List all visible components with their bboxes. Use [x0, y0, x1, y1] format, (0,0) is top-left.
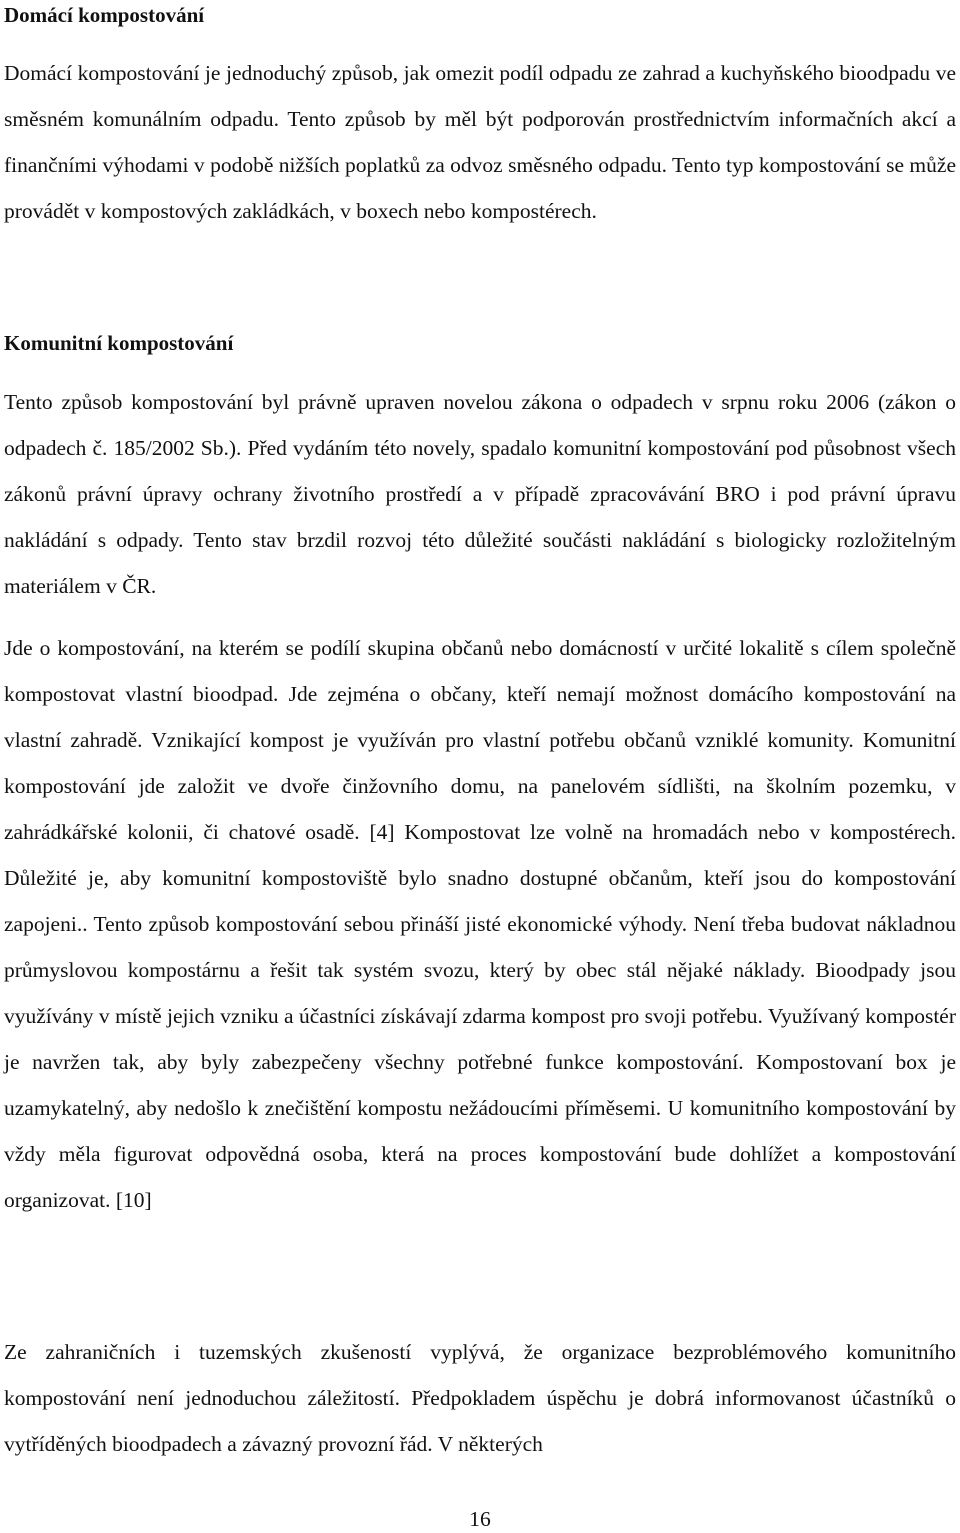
paragraph-community-experience: Ze zahraničních i tuzemských zkušeností vyplývá, že organizace bezproblémového komunitního kompostování není jednoduchou záležitostí. Předpokladem úspěchu je dobrá informovanost účastníků o vytříděných bioodpadech a závazný provozní řád. V některých — [4, 1340, 956, 1456]
paragraph-home-composting: Domácí kompostování je jednoduchý způsob, jak omezit podíl odpadu ze zahrad a kuchyňského bioodpadu ve směsném komunálním odpadu. Tento způsob by měl být podporován prostřednictvím informačních akcí a finančními výhodami v podobě nižších poplatků za odvoz směsného odpadu. Tento typ kompostování se může provádět v kompostových zakládkách, v boxech nebo kompostérech. — [4, 61, 956, 223]
paragraph-community-legal: Tento způsob kompostování byl právně upraven novelou zákona o odpadech v srpnu roku 2006 (zákon o odpadech č. 185/2002 Sb.). Před vydáním této novely, spadalo komunitní kompostování pod působnost všech zákonů právní úpravy ochrany životního prostředí a v případě zpracovávání BRO i pod právní úpravu nakládání s odpady. Tento stav brzdil rozvoj této důležité součásti nakládání s biologicky rozložitelným materiálem v ČR. — [4, 390, 956, 598]
page-number: 16 — [469, 1507, 491, 1531]
section-heading-home-composting: Domácí kompostování — [4, 3, 205, 27]
section-heading-community-composting: Komunitní kompostování — [4, 331, 234, 355]
paragraph-community-description: Jde o kompostování, na kterém se podílí skupina občanů nebo domácností v určité lokalitě s cílem společně kompostovat vlastní bioodpad. Jde zejména o občany, kteří nemají možnost domácího kompostování na vlastní zahradě. Vznikající kompost je využíván pro vlastní potřebu občanů vzniklé komunity. Komunitní kompostování jde založit ve dvoře činžovního domu, na panelovém sídlišti, na školním pozemku, v zahrádkářské kolonii, či chatové osadě. [4] Kompostovat lze volně na hromadách nebo v kompostérech. Důležité je, aby komunitní kompostoviště bylo snadno dostupné občanům, kteří jsou do kompostování zapojeni.. Tento způsob kompostování sebou přináší jisté ekonomické výhody. Není třeba budovat nákladnou průmyslovou kompostárnu a řešit tak systém svozu, který by obec stál nějaké náklady. Bioodpady jsou využívány v místě jejich vzniku a účastníci získávají zdarma kompost pro svoji potřebu. Využívaný kompostér je navržen tak, aby byly zabezpečeny všechny potřebné funkce kompostování. Kompostovaní box je uzamykatelný, aby nedošlo k znečištění kompostu nežádoucími příměsemi. U komunitního kompostování by vždy měla figurovat odpovědná osoba, která na proces kompostování bude dohlížet a kompostování organizovat. [10] — [4, 636, 956, 1212]
